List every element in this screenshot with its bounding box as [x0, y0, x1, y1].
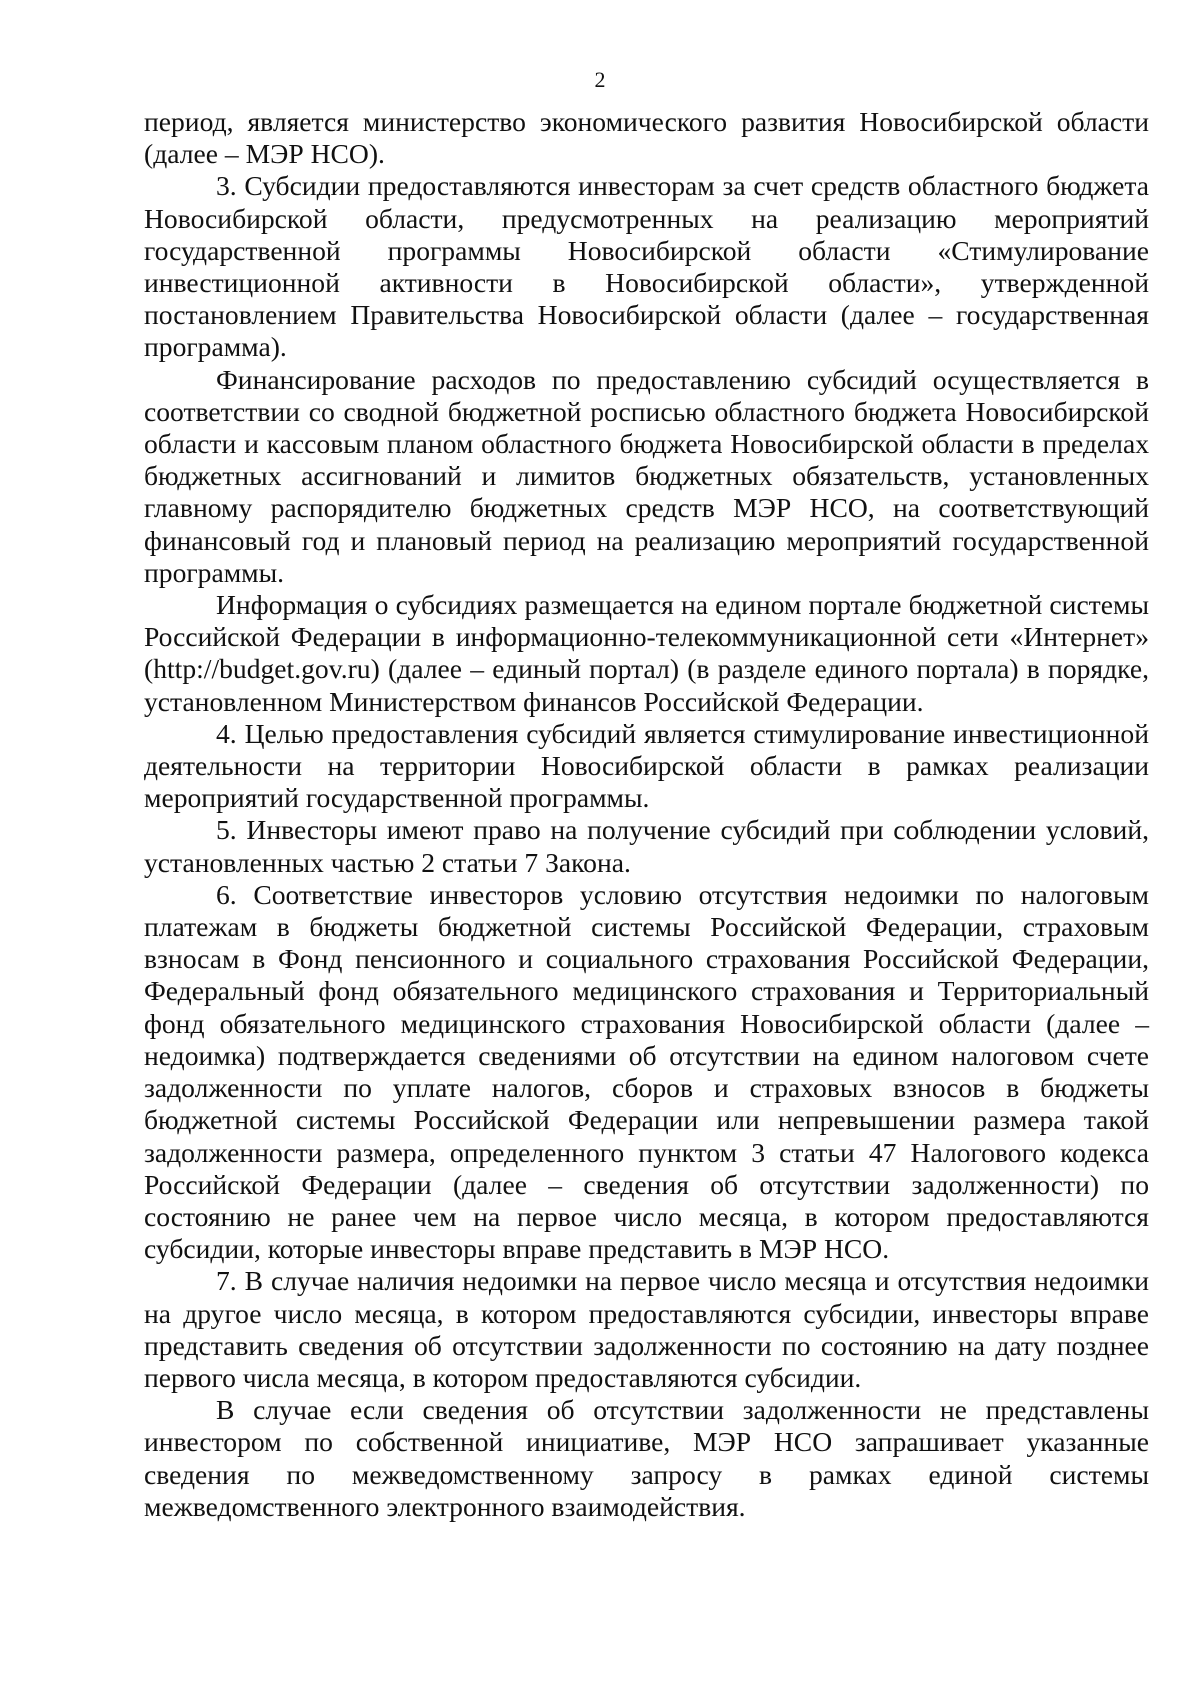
paragraph-financing: Финансирование расходов по предоставлению субсидий осуществляется в соответствии со сводной бюджетной росписью областного бюджета Новосибирской области и кассовым планом областного бюджета Новосибирской области в пределах бюджетных ассигнований и лимитов бюджетных обязательств, установленных главному распорядителю бюджетных средств МЭР НСО, на соответствующий финансовый год и плановый период на реализацию мероприятий государственной программы. [144, 363, 1149, 588]
paragraph-item-6: 6. Соответствие инвесторов условию отсутствия недоимки по налоговым платежам в бюджеты бюджетной системы Российской Федерации, страховым взносам в Фонд пенсионного и социального страхования Российской Федерации, Федеральный фонд обязательного медицинского страхования и Территориальный фонд обязательного медицинского страхования Новосибирской области (далее – недоимка) подтверждается сведениями об отсутствии на едином налоговом счете задолженности по уплате налогов, сборов и страховых взносов в бюджеты бюджетной системы Российской Федерации или непревышении размера такой задолженности размера, определенного пунктом 3 статьи 47 Налогового кодекса Российской Федерации (далее – сведения об отсутствии задолженности) по состоянию не ранее чем на первое число месяца, в котором предоставляются субсидии, которые инвесторы вправе представить в МЭР НСО. [144, 878, 1149, 1265]
paragraph-information: Информация о субсидиях размещается на едином портале бюджетной системы Российской Федерации в информационно-телекоммуникационной сети «Интернет» (http://budget.gov.ru) (далее – единый портал) (в разделе единого портала) в порядке, установленном Министерством финансов Российской Федерации. [144, 589, 1149, 717]
page-number: 2 [594, 67, 606, 92]
paragraph-item-3: 3. Субсидии предоставляются инвесторам за счет средств областного бюджета Новосибирской области, предусмотренных на реализацию мероприятий государственной программы Новосибирской области «Стимулирование инвестиционной активности в Новосибирской области», утвержденной постановлением Правительства Новосибирской области (далее – государственная программа). [144, 170, 1149, 363]
paragraph-continuation: период, является министерство экономического развития Новосибирской области (далее – МЭР НСО). [144, 106, 1149, 170]
paragraph-item-5: 5. Инвесторы имеют право на получение субсидий при соблюдении условий, установленных частью 2 статьи 7 Закона. [144, 814, 1149, 878]
paragraph-interagency-request: В случае если сведения об отсутствии задолженности не представлены инвестором по собственной инициативе, МЭР НСО запрашивает указанные сведения по межведомственному запросу в рамках единой системы межведомственного электронного взаимодействия. [144, 1394, 1149, 1522]
paragraph-item-4: 4. Целью предоставления субсидий является стимулирование инвестиционной деятельности на территории Новосибирской области в рамках реализации мероприятий государственной программы. [144, 717, 1149, 814]
paragraph-item-7: 7. В случае наличия недоимки на первое число месяца и отсутствия недоимки на другое число месяца, в котором предоставляются субсидии, инвесторы вправе представить сведения об отсутствии задолженности по состоянию на дату позднее первого числа месяца, в котором предоставляются субсидии. [144, 1265, 1149, 1393]
document-body [144, 106, 1149, 1523]
